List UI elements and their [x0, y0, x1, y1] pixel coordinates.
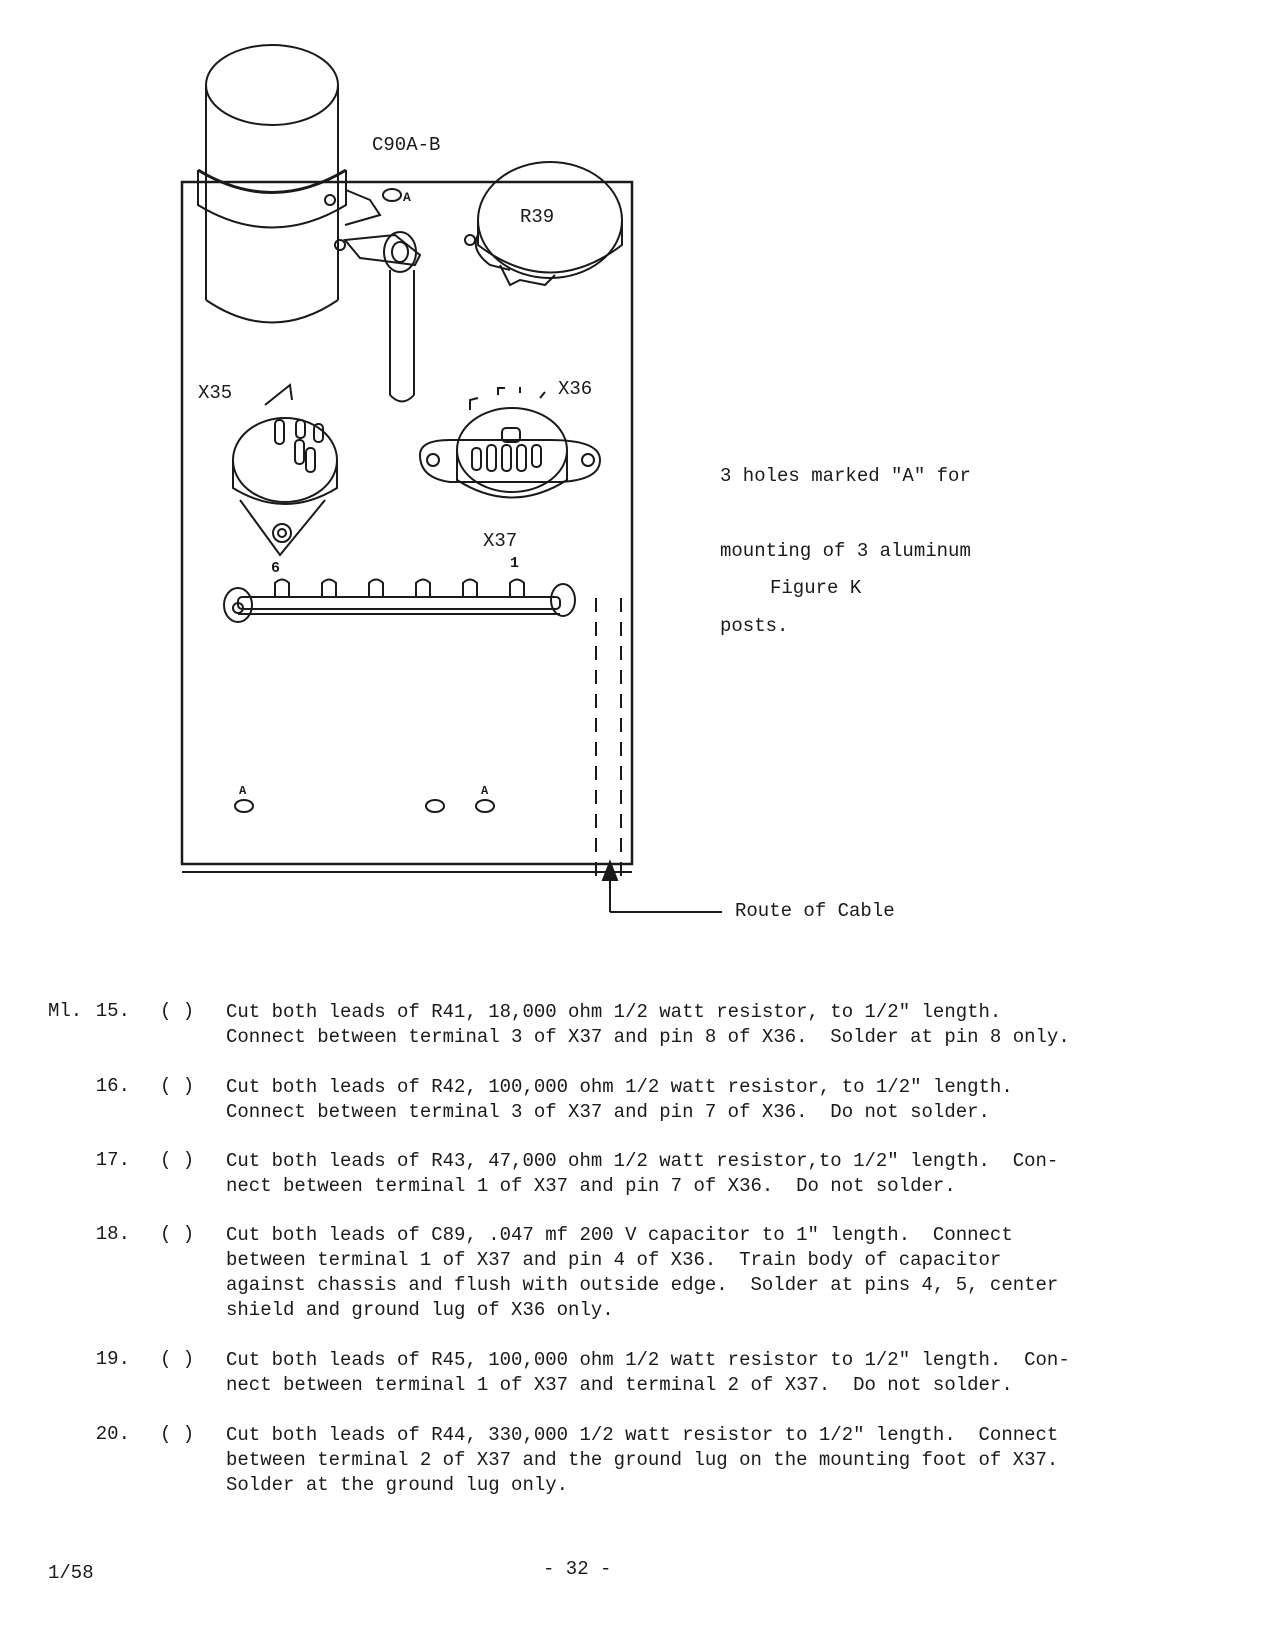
step-line: nect between terminal 1 of X37 and terminal 2 of X37. Do not solder. — [226, 1374, 1013, 1396]
terminal-strip-x37-icon — [224, 580, 575, 623]
label-c90a-b: C90A-B — [372, 134, 441, 156]
footer-date: 1/58 — [48, 1562, 94, 1584]
label-r39: R39 — [520, 206, 555, 228]
step-checkbox[interactable]: ( ) — [160, 1423, 195, 1445]
label-terminal-6: 6 — [271, 560, 281, 577]
step-line: Cut both leads of R45, 100,000 ohm 1/2 watt resistor to 1/2" length. Con- — [226, 1349, 1070, 1371]
page-number: - 32 - — [543, 1558, 612, 1580]
step-text — [226, 1000, 1070, 1050]
socket-x35-icon — [233, 385, 337, 555]
step-line: Cut both leads of R44, 330,000 1/2 watt resistor to 1/2" length. Connect — [226, 1424, 1059, 1446]
step-line: Cut both leads of R42, 100,000 ohm 1/2 watt resistor, to 1/2" length. — [226, 1076, 1013, 1098]
cable-route-label: Route of Cable — [735, 900, 895, 922]
step-checkbox[interactable]: ( ) — [160, 1075, 195, 1097]
step-prefix: Ml. — [48, 1000, 83, 1022]
step-line: Connect between terminal 3 of X37 and pin 7 of X36. Do not solder. — [226, 1101, 990, 1123]
step-line: Connect between terminal 3 of X37 and pin 8 of X36. Solder at pin 8 only. — [226, 1026, 1070, 1048]
capacitor-c90-icon — [198, 45, 420, 402]
figure-note-line-2: mounting of 3 aluminum — [720, 540, 971, 562]
label-hole-a-bottom-left: A — [239, 784, 247, 798]
figure-note — [720, 414, 971, 664]
step-checkbox[interactable]: ( ) — [160, 1348, 195, 1370]
step-text — [226, 1075, 1013, 1125]
step-number: 18. — [95, 1223, 130, 1245]
step-checkbox[interactable]: ( ) — [160, 1223, 195, 1245]
step-line: nect between terminal 1 of X37 and pin 7 of X36. Do not solder. — [226, 1175, 956, 1197]
step-text — [226, 1149, 1058, 1199]
label-x35: X35 — [198, 382, 233, 404]
step-line: between terminal 2 of X37 and the ground lug on the mounting foot of X37. — [226, 1449, 1059, 1471]
hole-a-bottom-right — [476, 800, 494, 812]
step-text — [226, 1423, 1058, 1498]
step-checkbox[interactable]: ( ) — [160, 1149, 195, 1171]
label-x37: X37 — [483, 530, 518, 552]
cable-route-lines — [596, 598, 621, 880]
step-number: 17. — [95, 1149, 130, 1171]
step-text — [226, 1348, 1070, 1398]
hole-a-bottom-left — [235, 800, 253, 812]
step-number: 15. — [95, 1000, 130, 1022]
step-line: Cut both leads of R43, 47,000 ohm 1/2 watt resistor,to 1/2" length. Con- — [226, 1150, 1059, 1172]
step-number: 20. — [95, 1423, 130, 1445]
figure-caption: Figure K — [770, 577, 862, 599]
step-line: Cut both leads of R41, 18,000 ohm 1/2 watt resistor, to 1/2" length. — [226, 1001, 1002, 1023]
step-line: Cut both leads of C89, .047 mf 200 V capacitor to 1" length. Connect — [226, 1224, 1013, 1246]
label-terminal-1: 1 — [510, 555, 520, 572]
step-checkbox[interactable]: ( ) — [160, 1000, 195, 1022]
label-hole-a-top: A — [403, 190, 411, 205]
step-line: against chassis and flush with outside edge. Solder at pins 4, 5, center — [226, 1274, 1059, 1296]
label-x36: X36 — [558, 378, 593, 400]
figure-note-line-3: posts. — [720, 615, 789, 637]
socket-x36-icon — [420, 387, 600, 498]
step-text — [226, 1223, 1058, 1323]
chassis-plate — [182, 182, 632, 864]
figure-note-line-1: 3 holes marked "A" for — [720, 465, 971, 487]
hole-a-top — [383, 189, 401, 201]
hole-center-bottom — [426, 800, 444, 812]
step-number: 19. — [95, 1348, 130, 1370]
step-number: 16. — [95, 1075, 130, 1097]
step-line: between terminal 1 of X37 and pin 4 of X36. Train body of capacitor — [226, 1249, 1002, 1271]
label-hole-a-bottom-right: A — [481, 784, 489, 798]
step-line: shield and ground lug of X36 only. — [226, 1299, 614, 1321]
step-line: Solder at the ground lug only. — [226, 1474, 569, 1496]
